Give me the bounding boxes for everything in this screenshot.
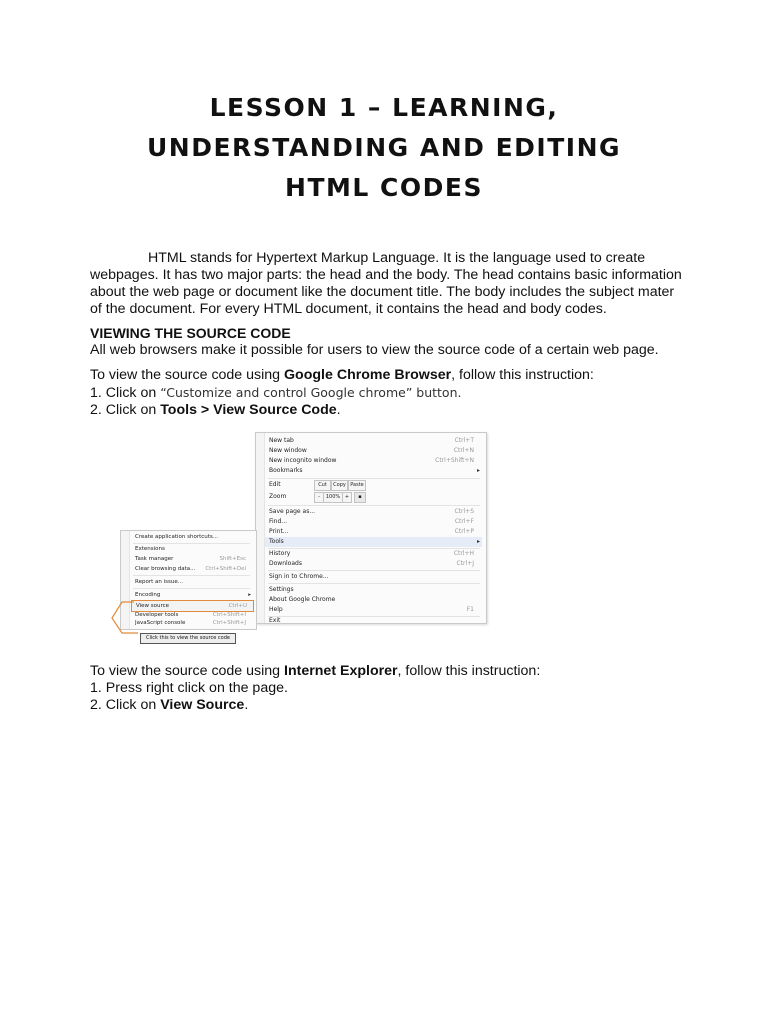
section-heading: VIEWING THE SOURCE CODE [90, 325, 291, 341]
chrome-main-menu [255, 432, 487, 624]
menu-item-bookmarks[interactable]: Bookmarks ▸ [269, 467, 480, 474]
chrome-menu-screenshot [110, 430, 480, 655]
zoom-level: 100% [323, 492, 343, 503]
intro-line-2: webpages. It has two major parts: the head and the body. The head contains basic information [90, 267, 682, 283]
chrome-step-1: 1. Click on “Customize and control Google chrome” button. [90, 385, 462, 401]
submenu-item-report-issue[interactable]: Report an issue... [135, 579, 183, 585]
cut-button[interactable]: Cut [314, 480, 331, 491]
fullscreen-icon[interactable]: ▪ [354, 492, 366, 503]
paste-button[interactable]: Paste [348, 480, 366, 491]
submenu-item-developer-tools[interactable]: Developer tools Ctrl+Shift+I [135, 612, 246, 618]
submenu-item-task-manager[interactable]: Task manager Shift+Esc [135, 556, 246, 562]
menu-item-edit: Edit [269, 481, 281, 488]
title-line-1: LESSON 1 – LEARNING, [209, 93, 559, 122]
chrome-instructions [90, 367, 594, 419]
menu-item-help[interactable]: Help F1 [269, 606, 474, 613]
page-title [0, 88, 768, 208]
chrome-lead: To view the source code using Google Chrome Browser, follow this instruction: [90, 367, 594, 383]
intro-line-3: about the web page or document like the document title. The body includes the subject mater [90, 284, 675, 300]
chevron-right-icon: ▸ [476, 538, 480, 545]
callout-label: Click this to view the source code [140, 633, 236, 644]
menu-item-new-tab[interactable]: New tab Ctrl+T [269, 437, 474, 444]
title-line-2: UNDERSTANDING AND EDITING [146, 133, 622, 162]
section-text: All web browsers make it possible for users to view the source code of a certain web page. [90, 342, 659, 358]
menu-item-new-window[interactable]: New window Ctrl+N [269, 447, 474, 454]
submenu-item-view-source[interactable]: View source Ctrl+U [131, 600, 254, 612]
menu-item-print[interactable]: Print... Ctrl+P [269, 528, 474, 535]
menu-item-sign-in[interactable]: Sign in to Chrome... [269, 573, 329, 580]
menu-item-tools[interactable]: Tools ▸ [265, 537, 482, 547]
ie-lead: To view the source code using Internet Explorer, follow this instruction: [90, 663, 541, 679]
chevron-right-icon: ▸ [476, 467, 480, 474]
menu-item-about[interactable]: About Google Chrome [269, 596, 336, 603]
chrome-step-2: 2. Click on Tools > View Source Code. [90, 402, 341, 418]
menu-item-history[interactable]: History Ctrl+H [269, 550, 474, 557]
chevron-right-icon: ▸ [248, 592, 251, 598]
menu-item-exit[interactable]: Exit [269, 617, 281, 624]
ie-step-1: 1. Press right click on the page. [90, 680, 288, 696]
menu-item-find[interactable]: Find... Ctrl+F [269, 518, 474, 525]
ie-instructions [90, 663, 540, 714]
menu-item-new-incognito[interactable]: New incognito window Ctrl+Shift+N [269, 457, 474, 464]
zoom-in-button[interactable]: + [342, 492, 352, 503]
menu-item-save-page[interactable]: Save page as... Ctrl+S [269, 508, 474, 515]
menu-item-zoom: Zoom [269, 493, 287, 500]
zoom-out-button[interactable]: - [314, 492, 324, 503]
intro-paragraph [90, 250, 690, 318]
title-line-3: HTML CODES [285, 173, 483, 202]
menu-item-downloads[interactable]: Downloads Ctrl+J [269, 560, 474, 567]
menu-item-settings[interactable]: Settings [269, 586, 294, 593]
copy-button[interactable]: Copy [331, 480, 348, 491]
submenu-item-javascript-console[interactable]: JavaScript console Ctrl+Shift+J [135, 620, 246, 626]
submenu-item-extensions[interactable]: Extensions [135, 546, 165, 552]
submenu-item-clear-browsing[interactable]: Clear browsing data... Ctrl+Shift+Del [135, 566, 246, 572]
ie-step-2: 2. Click on View Source. [90, 697, 249, 713]
intro-line-1: HTML stands for Hypertext Markup Language. It is the language used to create [148, 250, 646, 266]
submenu-item-create-shortcuts[interactable]: Create application shortcuts... [135, 534, 219, 540]
intro-line-4: of the document. For every HTML document, it contains the head and body codes. [90, 301, 607, 317]
submenu-item-encoding[interactable]: Encoding ▸ [135, 592, 251, 598]
